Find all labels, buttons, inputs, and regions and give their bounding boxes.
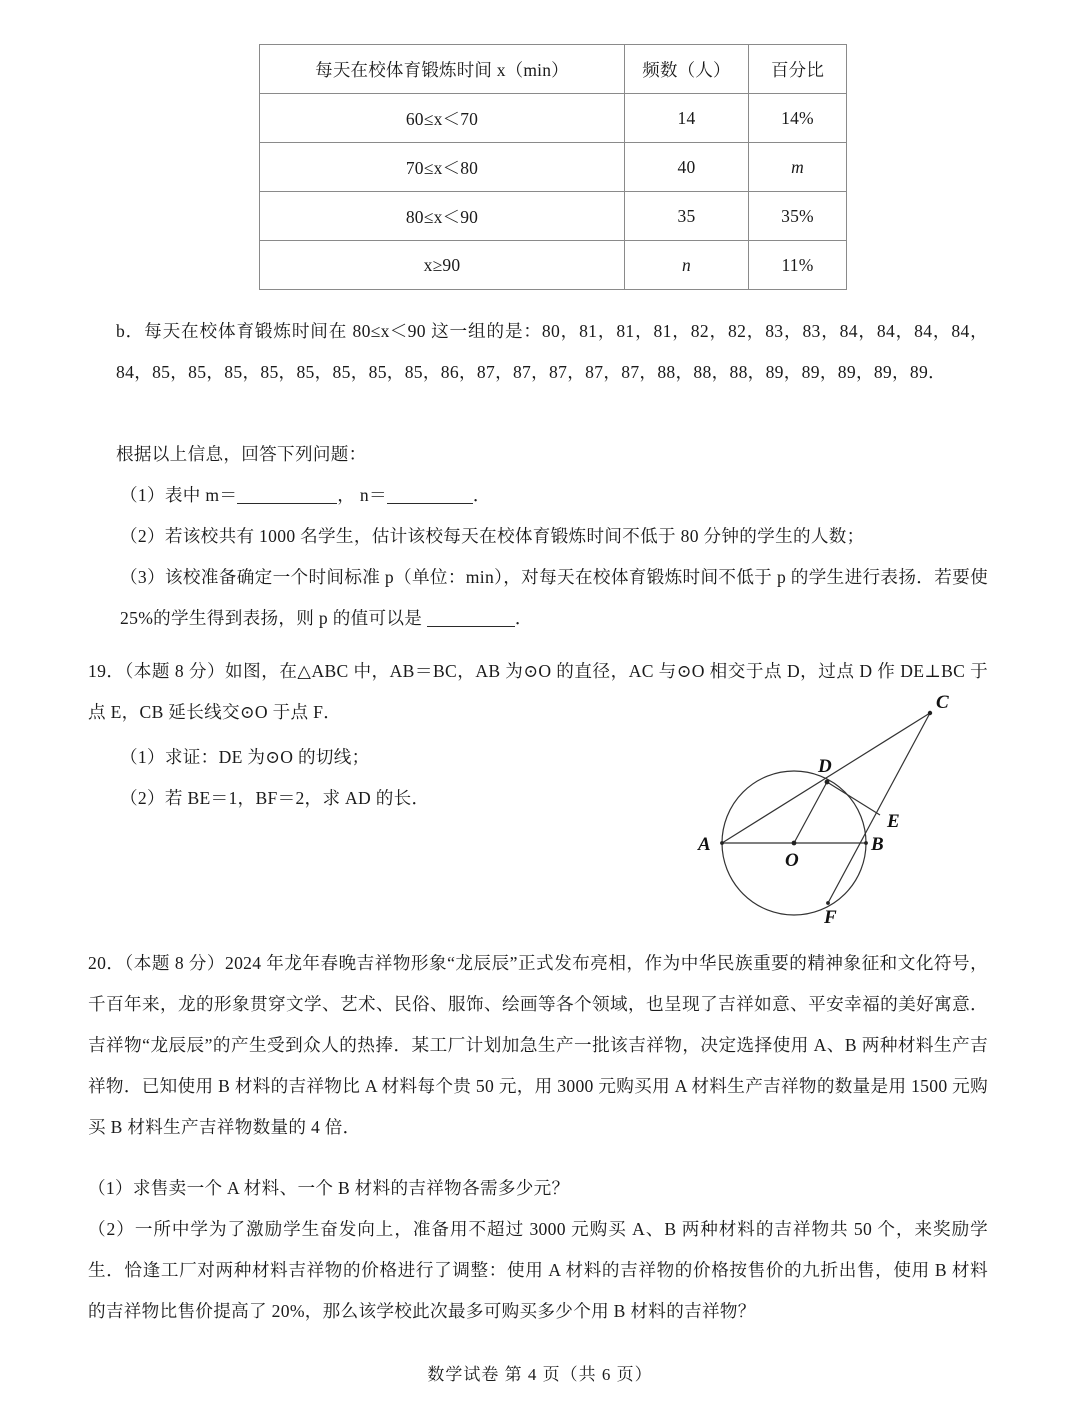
cell-interval: 70≤x＜80 (260, 143, 625, 192)
label-b: B (871, 834, 884, 855)
segment-od (794, 782, 827, 843)
table-row (260, 192, 847, 241)
point-a-dot (720, 841, 724, 845)
item-b-text: b．每天在校体育锻炼时间在 80≤x＜90 这一组的是：80，81，81，81，82，82，83，83，84，84，84，84，84，85，85，85，85，85，85，85，85，86，87，87，87，87，87，88，88，88，89，89，89，89，89． (116, 321, 988, 382)
page-footer: 数学试卷 第 4 页（共 6 页） (427, 1365, 653, 1384)
point-o-dot (792, 841, 797, 846)
cell-frequency: 40 (625, 143, 749, 192)
q20-sub1: （1）求售卖一个 A 材料、一个 B 材料的吉祥物各需多少元？ (88, 1178, 570, 1198)
q18-lead: 根据以上信息，回答下列问题： (116, 444, 367, 464)
q18-sub1-pre: （1）表中 m＝ (120, 485, 238, 505)
cell-interval: 80≤x＜90 (260, 192, 625, 241)
q18-sub1-mid: ， n＝ (337, 485, 387, 505)
q19-geometry-figure (672, 690, 992, 935)
table-header-percent: 百分比 (749, 45, 847, 94)
blank-n[interactable] (387, 503, 473, 504)
cell-interval: x≥90 (260, 241, 625, 290)
point-b-dot (864, 841, 868, 845)
table-header-interval: 每天在校体育锻炼时间 x（min） (260, 45, 625, 94)
table-header-frequency: 频数（人） (625, 45, 749, 94)
label-o: O (785, 850, 799, 871)
q19-stem: 19．（本题 8 分）如图，在△ABC 中，AB＝BC，AB 为⊙O 的直径，AC 与⊙O 相交于点 D，过点 D 作 DE⊥BC 于点 E，CB 延长线交⊙O 于点 F． (88, 661, 988, 722)
segment-de (827, 782, 880, 815)
segment-cf (828, 713, 930, 903)
point-c-dot (928, 711, 932, 715)
label-f: F (824, 907, 837, 928)
q18-sub1-post: ． (472, 485, 491, 505)
q18-sub3-pre: （3）该校准备确定一个时间标准 p（单位：min），对每天在校体育锻炼时间不低于 p 的学生进行表扬．若要使 25%的学生得到表扬，则 p 的值可以是 (120, 567, 988, 628)
frequency-table-wrapper (259, 44, 825, 290)
table-row (260, 143, 847, 192)
table-row (260, 94, 847, 143)
blank-m[interactable] (237, 503, 337, 504)
q18-sub3-post: ． (514, 608, 533, 628)
cell-percent: 35% (749, 192, 847, 241)
q19-sub2: （2）若 BE＝1，BF＝2，求 AD 的长． (120, 788, 430, 808)
point-f-dot (826, 901, 830, 905)
point-d-dot (825, 780, 830, 785)
table-row (260, 241, 847, 290)
q20-sub2: （2）一所中学为了激励学生奋发向上，准备用不超过 3000 元购买 A、B 两种材料的吉祥物共 50 个，来奖励学生．恰逢工厂对两种材料吉祥物的价格进行了调整：使用 A 材料的吉祥物的价格按售价的九折出售，使用 B 材料的吉祥物比售价提高了 20%，那么该学校此次最多可购买多少个用 B 材料的吉祥物？ (88, 1219, 988, 1321)
label-c: C (936, 692, 949, 713)
label-e: E (887, 811, 900, 832)
cell-percent: 11% (749, 241, 847, 290)
q19-sub1: （1）求证：DE 为⊙O 的切线； (120, 747, 370, 767)
cell-percent: m (749, 143, 847, 192)
q18-sub1 (120, 475, 992, 516)
cell-percent: 14% (749, 94, 847, 143)
cell-interval: 60≤x＜70 (260, 94, 625, 143)
cell-frequency: 14 (625, 94, 749, 143)
q20-stem: 20．（本题 8 分）2024 年龙年春晚吉祥物形象“龙辰辰”正式发布亮相，作为中华民族重要的精神象征和文化符号，千百年来，龙的形象贯穿文学、艺术、民俗、服饰、绘画等各个领域，也呈现了吉祥如意、平安幸福的美好寓意．吉祥物“龙辰辰”的产生受到众人的热捧．某工厂计划加急生产一批该吉祥物，决定选择使用 A、B 两种材料生产吉祥物．已知使用 B 材料的吉祥物比 A 材料每个贵 50 元，用 3000 元购买用 A 材料生产吉祥物的数量是用 1500 元购买 B 材料生产吉祥物数量的 4 倍． (88, 953, 988, 1137)
blank-p[interactable] (427, 626, 515, 627)
table-header-row (260, 45, 847, 94)
cell-frequency: 35 (625, 192, 749, 241)
cell-frequency: n (625, 241, 749, 290)
frequency-table (259, 44, 847, 290)
q18-sub3 (120, 557, 988, 639)
label-a: A (698, 834, 711, 855)
label-d: D (818, 756, 832, 777)
q18-sub2: （2）若该校共有 1000 名学生，估计该校每天在校体育锻炼时间不低于 80 分钟的学生的人数； (120, 526, 865, 546)
